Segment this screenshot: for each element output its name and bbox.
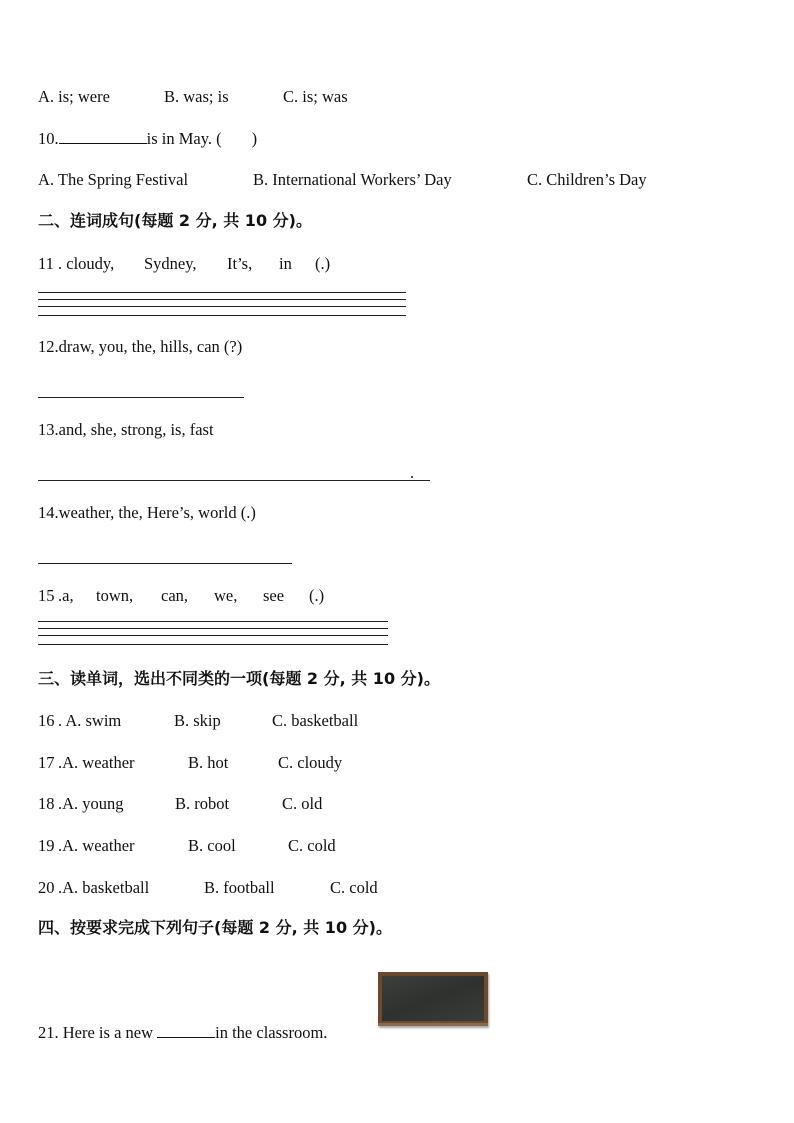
- question-11-word: (.): [315, 254, 331, 273]
- question-15-word: town,: [96, 586, 134, 605]
- answer-line[interactable]: [38, 635, 388, 636]
- blackboard-image: [378, 972, 488, 1026]
- answer-blank[interactable]: [59, 127, 147, 144]
- q17-option-a: .A. weather: [58, 753, 135, 772]
- q9-option-c: C. is; was: [283, 87, 348, 106]
- question-21: 21. Here is a new in the classroom.: [38, 1023, 328, 1042]
- q18-option-c: C. old: [282, 794, 323, 813]
- answer-line[interactable]: [38, 628, 388, 629]
- question-11-word: It’s,: [227, 254, 253, 273]
- question-16-number: 16: [38, 711, 55, 730]
- q19-option-a: .A. weather: [58, 836, 135, 855]
- answer-blank[interactable]: [157, 1021, 215, 1038]
- q10-option-c: C. Children’s Day: [527, 170, 647, 189]
- q20-option-c: C. cold: [330, 878, 378, 897]
- q9-option-a: A. is; were: [38, 87, 110, 106]
- answer-line[interactable]: [38, 563, 292, 564]
- question-11-word: in: [279, 254, 292, 273]
- answer-line[interactable]: [38, 306, 406, 307]
- question-20-number: 20: [38, 878, 55, 897]
- question-12: 12.draw, you, the, hills, can (?): [38, 337, 243, 356]
- q10-option-a: A. The Spring Festival: [38, 170, 189, 189]
- question-10: 10. is in May. ( ): [38, 129, 258, 148]
- question-19-number: 19: [38, 836, 55, 855]
- q19-option-b: B. cool: [188, 836, 236, 855]
- q17-option-b: B. hot: [188, 753, 229, 772]
- question-15-word: we,: [214, 586, 238, 605]
- question-11-number: 11: [38, 254, 54, 273]
- answer-line[interactable]: [38, 315, 406, 316]
- question-15-word: can,: [161, 586, 189, 605]
- question-11-word: . cloudy,: [58, 254, 115, 273]
- q18-option-b: B. robot: [175, 794, 230, 813]
- question-15-word: (.): [309, 586, 325, 605]
- question-15-word: .a,: [58, 586, 74, 605]
- section-3-title: 三、读单词，选出不同类的一项(每题 2 分, 共 10 分)。: [38, 669, 440, 688]
- q16-option-a: . A. swim: [58, 711, 122, 730]
- answer-line[interactable]: [38, 621, 388, 622]
- question-text: is in May. (: [146, 129, 222, 148]
- end-period: .: [410, 463, 415, 482]
- q9-option-b: B. was; is: [164, 87, 229, 106]
- question-17-number: 17: [38, 753, 55, 772]
- answer-line[interactable]: [38, 292, 406, 293]
- q16-option-b: B. skip: [174, 711, 221, 730]
- question-14: 14.weather, the, Here’s, world (.): [38, 503, 256, 522]
- q18-option-a: .A. young: [58, 794, 124, 813]
- answer-line[interactable]: [38, 299, 406, 300]
- q20-option-b: B. football: [204, 878, 275, 897]
- q17-option-c: C. cloudy: [278, 753, 343, 772]
- answer-line[interactable]: [38, 480, 430, 481]
- question-15-word: see: [263, 586, 285, 605]
- q16-option-c: C. basketball: [272, 711, 359, 730]
- section-2-title: 二、连词成句(每题 2 分, 共 10 分)。: [38, 211, 312, 230]
- question-11-word: Sydney,: [144, 254, 197, 273]
- q19-option-c: C. cold: [288, 836, 336, 855]
- answer-line[interactable]: [38, 644, 388, 645]
- q10-option-b: B. International Workers’ Day: [253, 170, 452, 189]
- question-number: 10.: [38, 129, 59, 148]
- q20-option-a: .A. basketball: [58, 878, 150, 897]
- question-18-number: 18: [38, 794, 55, 813]
- section-4-title: 四、按要求完成下列句子(每题 2 分, 共 10 分)。: [38, 918, 392, 937]
- question-13: 13.and, she, strong, is, fast: [38, 420, 214, 439]
- question-15-number: 15: [38, 586, 55, 605]
- answer-line[interactable]: [38, 397, 244, 398]
